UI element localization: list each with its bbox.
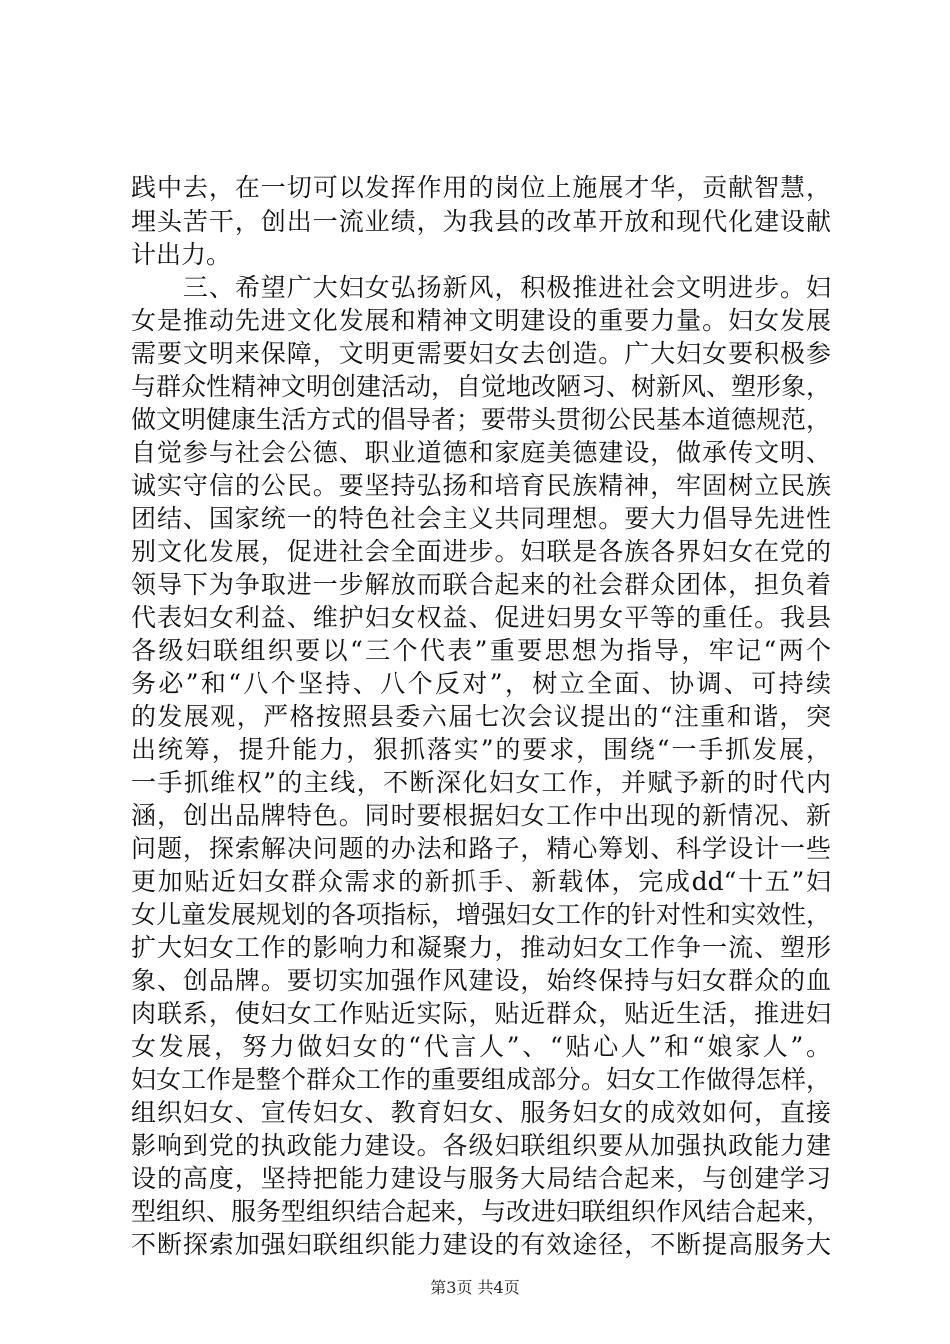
text-line: 涵，创出品牌特色。同时要根据妇女工作中出现的新情况、新 (131, 801, 831, 830)
text-line: 诚实守信的公民。要坚持弘扬和培育民族精神，牢固树立民族 (131, 471, 831, 500)
text-line: 计出力。 (131, 240, 232, 269)
text-line: 自觉参与社会公德、职业道德和家庭美德建设，做承传文明、 (131, 438, 831, 467)
text-line: 问题，探索解决问题的办法和路子，精心筹划、科学设计一些 (131, 834, 831, 863)
text-line: 扩大妇女工作的影响力和凝聚力，推动妇女工作争一流、塑形 (131, 933, 831, 962)
text-line: 影响到党的执政能力建设。各级妇联组织要从加强执政能力建 (131, 1131, 831, 1160)
text-line: 的发展观，严格按照县委六届七次会议提出的“注重和谐，突 (131, 702, 831, 731)
text-line: 不断探索加强妇联组织能力建设的有效途径，不断提高服务大 (131, 1230, 831, 1259)
text-line: 象、创品牌。要切实加强作风建设，始终保持与妇女群众的血 (131, 966, 831, 995)
text-line: 设的高度，坚持把能力建设与服务大局结合起来，与创建学习 (131, 1164, 831, 1193)
text-line: 与群众性精神文明创建活动，自觉地改陋习、树新风、塑形象， (131, 372, 832, 401)
text-line: 团结、国家统一的特色社会主义共同理想。要大力倡导先进性 (131, 504, 831, 533)
text-line: 代表妇女利益、维护妇女权益、促进妇男女平等的重任。我县 (131, 603, 831, 632)
text-line: 肉联系，使妇女工作贴近实际，贴近群众，贴近生活，推进妇 (131, 999, 831, 1028)
text-line: 需要文明来保障，文明更需要妇女去创造。广大妇女要积极参 (131, 339, 831, 368)
text-line: 组织妇女、宣传妇女、教育妇女、服务妇女的成效如何，直接 (131, 1098, 831, 1127)
text-line: 三、希望广大妇女弘扬新风，积极推进社会文明进步。妇 (131, 273, 831, 302)
text-line: 女发展，努力做妇女的“代言人”、“贴心人”和“娘家人”。 (131, 1032, 831, 1061)
text-line: 埋头苦干，创出一流业绩，为我县的改革开放和现代化建设献 (131, 207, 831, 236)
text-line: 别文化发展，促进社会全面进步。妇联是各族各界妇女在党的 (131, 537, 831, 566)
text-line: 妇女工作是整个群众工作的重要组成部分。妇女工作做得怎样， (131, 1065, 832, 1094)
text-line: 更加贴近妇女群众需求的新抓手、新载体，完成dd“十五”妇 (131, 867, 831, 896)
text-line: 各级妇联组织要以“三个代表”重要思想为指导，牢记“两个 (131, 636, 831, 665)
text-line: 务必”和“八个坚持、八个反对”，树立全面、协调、可持续 (131, 669, 831, 698)
page-number-footer: 第3页 共4页 (430, 1278, 520, 1297)
text-line: 出统筹，提升能力，狠抓落实”的要求，围绕“一手抓发展， (131, 735, 831, 764)
text-line: 女儿童发展规划的各项指标，增强妇女工作的针对性和实效性， (131, 900, 832, 929)
text-line: 践中去，在一切可以发挥作用的岗位上施展才华，贡献智慧， (131, 173, 831, 202)
text-line: 型组织、服务型组织结合起来，与改进妇联组织作风结合起来， (131, 1197, 832, 1226)
text-line: 一手抓维权”的主线，不断深化妇女工作，并赋予新的时代内 (131, 768, 831, 797)
text-line: 女是推动先进文化发展和精神文明建设的重要力量。妇女发展 (131, 306, 831, 335)
text-line: 领导下为争取进一步解放而联合起来的社会群众团体，担负着 (131, 570, 831, 599)
text-line: 做文明健康生活方式的倡导者；要带头贯彻公民基本道德规范， (131, 405, 832, 434)
